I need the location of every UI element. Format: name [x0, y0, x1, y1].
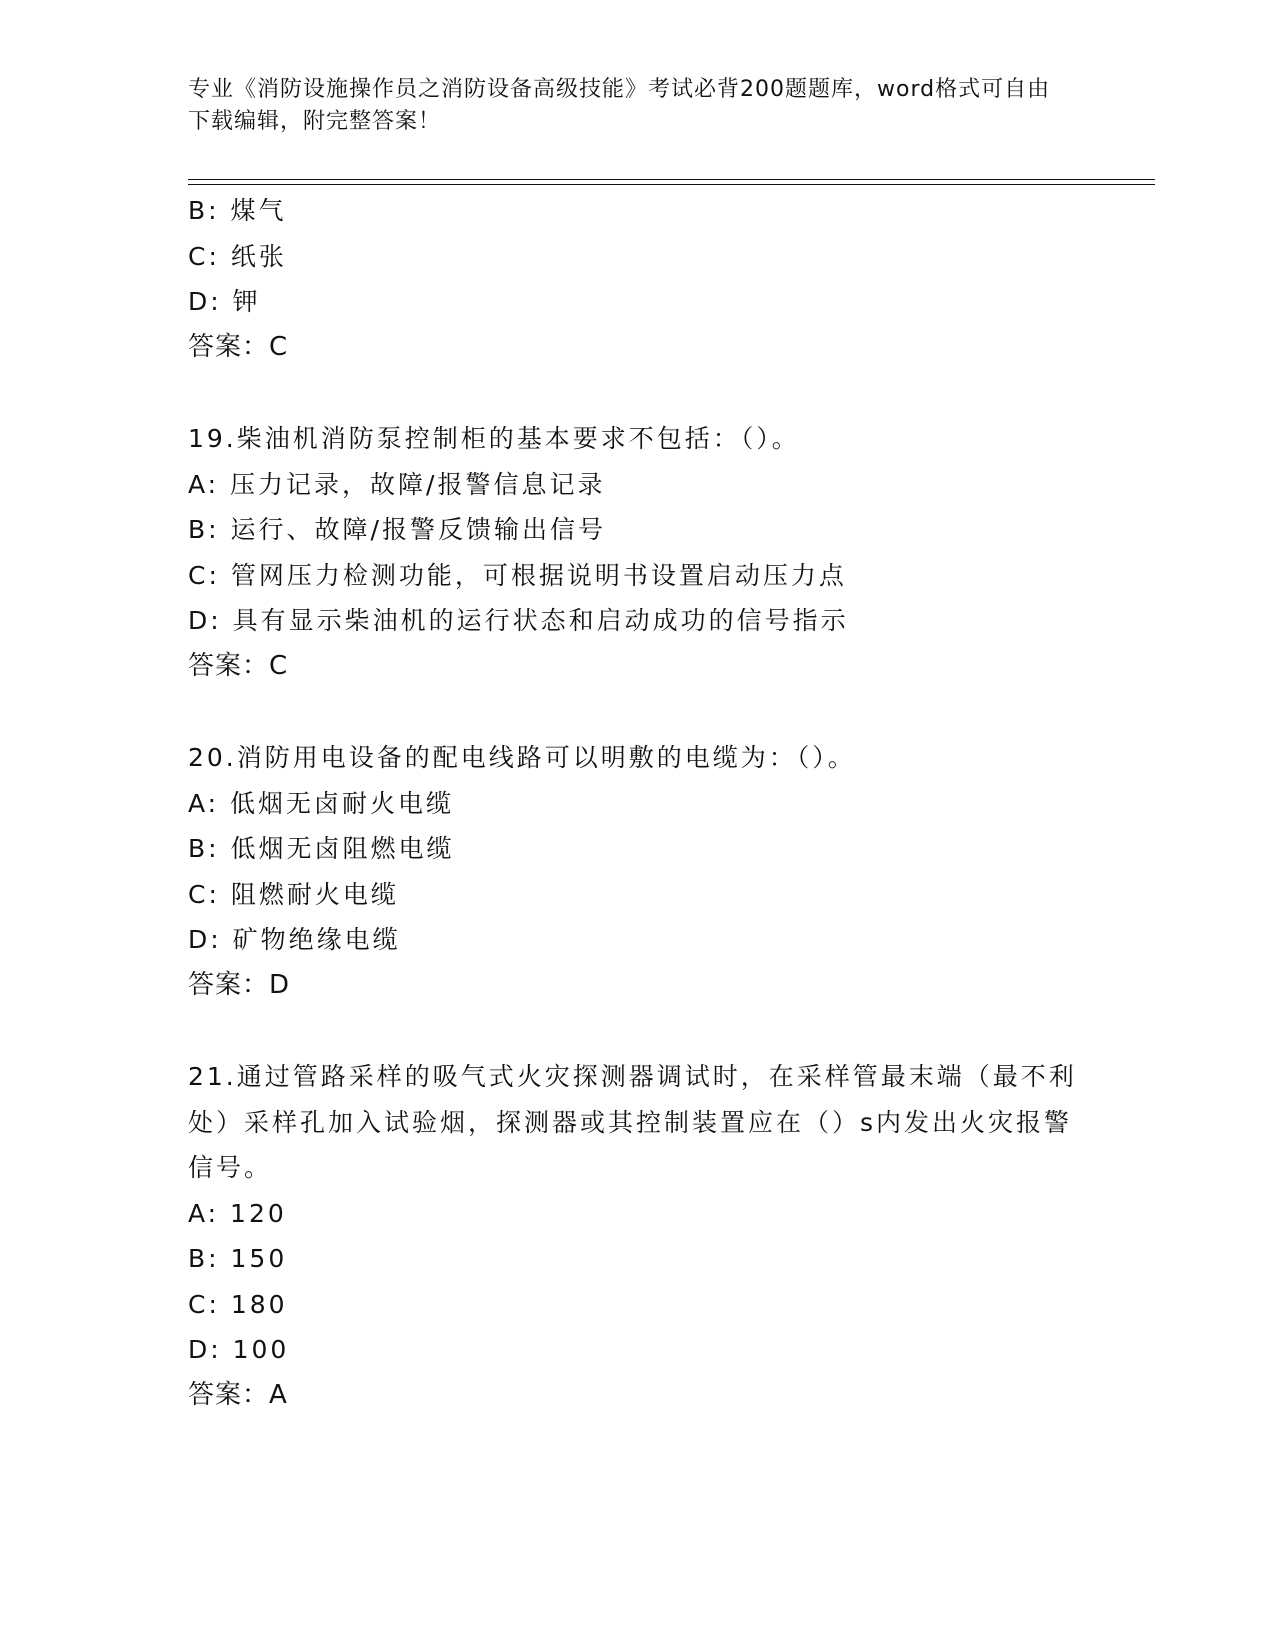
option-c: C: 管网压力检测功能，可根据说明书设置启动压力点	[188, 560, 847, 590]
answer: 答案：C	[188, 650, 289, 681]
spacer	[188, 689, 1088, 735]
document-header: 专业《消防设施操作员之消防设备高级技能》考试必背200题题库，word格式可自由下载编辑，附完整答案！	[188, 77, 1051, 134]
question-block-18	[188, 188, 1088, 370]
option-d: D: 钾	[188, 287, 261, 316]
option-a: A: 压力记录，故障/报警信息记录	[188, 469, 606, 499]
option-a: A: 120	[188, 1198, 287, 1228]
option-c: C: 纸张	[188, 241, 287, 271]
question-block-20	[188, 735, 1088, 1008]
option-c: C: 阻燃耐火电缆	[188, 879, 399, 909]
option-d: D: 100	[188, 1335, 290, 1364]
option-d: D: 矿物绝缘电缆	[188, 925, 401, 954]
question-block-21	[188, 1054, 1088, 1418]
answer: 答案：C	[188, 331, 289, 362]
question-text: 21.通过管路采样的吸气式火灾探测器调试时，在采样管最末端（最不利处）采样孔加入试验烟，探测器或其控制装置应在（）s内发出火灾报警信号。	[188, 1062, 1077, 1182]
question-text: 19.柴油机消防泵控制柜的基本要求不包括：（）。	[188, 424, 800, 453]
answer: 答案：D	[188, 969, 291, 1000]
header-divider-top	[188, 179, 1155, 180]
option-b: B: 煤气	[188, 196, 287, 225]
question-block-19	[188, 416, 1088, 689]
spacer	[188, 370, 1088, 416]
question-text: 20.消防用电设备的配电线路可以明敷的电缆为：（）。	[188, 743, 856, 772]
option-c: C: 180	[188, 1289, 288, 1319]
header-divider-bottom	[188, 184, 1155, 185]
option-b: B: 低烟无卤阻燃电缆	[188, 834, 455, 863]
option-b: B: 150	[188, 1244, 288, 1273]
option-b: B: 运行、故障/报警反馈输出信号	[188, 515, 606, 544]
option-a: A: 低烟无卤耐火电缆	[188, 788, 455, 818]
option-d: D: 具有显示柴油机的运行状态和启动成功的信号指示	[188, 606, 849, 635]
answer: 答案：A	[188, 1379, 288, 1410]
question-list	[188, 188, 1088, 1418]
spacer	[188, 1008, 1088, 1054]
